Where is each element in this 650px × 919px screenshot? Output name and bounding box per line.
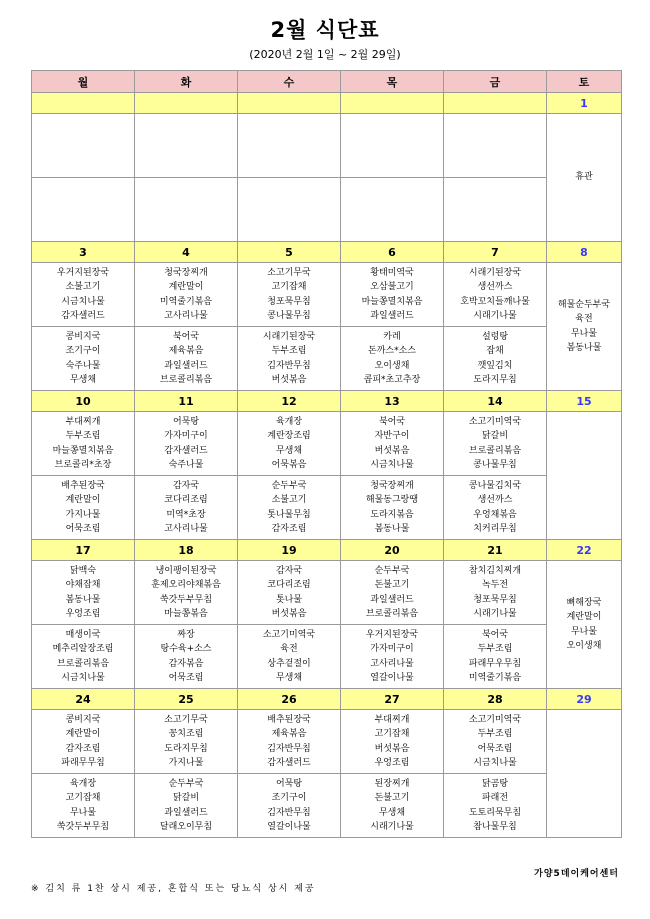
footnote: ※ 김치 류 1찬 상시 제공, 혼합식 또는 당뇨식 상시 제공 (31, 884, 316, 894)
menu-item: 잡채 (486, 346, 504, 357)
menu-item: 메추리알장조림 (52, 644, 114, 655)
menu-item: 숙주나물 (168, 459, 204, 470)
menu-item: 고기잡채 (65, 793, 101, 804)
menu-item: 휴관 (575, 172, 593, 183)
menu-item: 소고기미역국 (468, 715, 522, 726)
menu-item: 북어국 (378, 417, 406, 428)
menu-item: 계란말이 (566, 612, 602, 623)
weekday-friday: 금 (444, 71, 547, 93)
menu-item: 두부조림 (477, 729, 513, 740)
menu-item: 소고기미역국 (262, 630, 316, 641)
lunch-menu-cell (238, 263, 341, 327)
lunch-menu-cell (444, 561, 547, 625)
menu-item: 닭갈비 (481, 431, 509, 442)
page-title: 2월 식단표 (270, 18, 380, 42)
menu-item: 우엉조림 (374, 757, 410, 768)
date-cell: 21 (444, 540, 547, 561)
date-cell: 29 (547, 689, 622, 710)
menu-item: 브로콜리볶음 (365, 608, 419, 619)
menu-item: 버섯볶음 (271, 608, 307, 619)
menu-item: 파래무무침 (61, 757, 105, 768)
menu-item: 두부조림 (477, 644, 513, 655)
date-cell: 22 (547, 540, 622, 561)
snack-menu-cell (32, 327, 135, 391)
menu-item: 봄동나물 (374, 523, 410, 534)
menu-item: 제육볶음 (271, 729, 307, 740)
lunch-menu-cell (238, 710, 341, 774)
menu-item: 마늘쫑멸치볶음 (361, 296, 423, 307)
lunch-menu-row (32, 263, 622, 327)
menu-item: 김자반무침 (267, 807, 311, 818)
menu-item: 짜장 (177, 630, 195, 641)
lunch-menu-cell (444, 710, 547, 774)
menu-item: 무나물 (69, 807, 97, 818)
snack-menu-cell (238, 327, 341, 391)
menu-item: 어묵조림 (65, 523, 101, 534)
menu-item: 우엉조림 (65, 608, 101, 619)
menu-item: 제육볶음 (168, 346, 204, 357)
date-row (32, 242, 622, 263)
lunch-menu-cell (135, 114, 238, 178)
weekday-thursday: 목 (341, 71, 444, 93)
menu-item: 청국장찌개 (164, 268, 208, 279)
snack-menu-cell (135, 327, 238, 391)
menu-item: 시래기나물 (473, 608, 517, 619)
snack-menu-cell (444, 625, 547, 689)
lunch-menu-cell (341, 263, 444, 327)
snack-menu-cell (341, 774, 444, 838)
lunch-menu-cell (32, 263, 135, 327)
menu-item: 과일샐러드 (164, 360, 208, 371)
date-cell (341, 93, 444, 114)
menu-item: 톳나물무침 (267, 509, 311, 520)
menu-item: 감자샐러드 (267, 757, 311, 768)
date-cell: 5 (238, 242, 341, 263)
menu-item: 꽁치조림 (168, 729, 204, 740)
menu-item: 감자샐러드 (61, 310, 105, 321)
menu-item: 소고기무국 (267, 268, 311, 279)
lunch-menu-row (32, 114, 622, 178)
menu-item: 두부조림 (271, 346, 307, 357)
lunch-menu-cell (341, 412, 444, 476)
menu-item: 육개장 (69, 779, 97, 790)
lunch-menu-cell (135, 710, 238, 774)
menu-item: 부대찌개 (374, 715, 410, 726)
menu-item: 어묵조림 (168, 672, 204, 683)
menu-item: 과일샐러드 (164, 807, 208, 818)
menu-item: 조기구이 (271, 793, 307, 804)
menu-item: 감자국 (275, 566, 303, 577)
menu-item: 가지나물 (65, 509, 101, 520)
menu-item: 황태미역국 (370, 268, 414, 279)
menu-item: 배추된장국 (267, 715, 311, 726)
menu-item: 쑥갓두부무침 (56, 821, 110, 832)
menu-item: 김자반무침 (267, 743, 311, 754)
date-cell: 4 (135, 242, 238, 263)
menu-item: 어묵탕 (172, 417, 200, 428)
date-cell: 12 (238, 391, 341, 412)
center-name: 가양5데이케어센터 (534, 869, 619, 879)
menu-item: 시래기된장국 (262, 332, 316, 343)
menu-item: 버섯볶음 (374, 445, 410, 456)
snack-menu-cell (32, 774, 135, 838)
menu-item: 상추겉절이 (267, 658, 311, 669)
menu-item: 도라지무침 (473, 374, 517, 385)
snack-menu-cell (32, 178, 135, 242)
snack-menu-cell (341, 625, 444, 689)
saturday-menu-cell (547, 412, 622, 540)
menu-item: 고사리나물 (164, 310, 208, 321)
date-range: (2020년 2월 1일 ~ 2월 29일) (249, 48, 401, 61)
menu-item: 순두부국 (168, 779, 204, 790)
menu-item: 미역줄기볶음 (468, 672, 522, 683)
menu-item: 도토리묵무침 (468, 807, 522, 818)
lunch-menu-cell (32, 412, 135, 476)
menu-item: 훈제오리야채볶음 (151, 580, 221, 591)
menu-item: 된장찌개 (374, 779, 410, 790)
date-cell: 3 (32, 242, 135, 263)
weekday-tuesday: 화 (135, 71, 238, 93)
menu-item: 브로콜리*초장 (54, 459, 112, 470)
lunch-menu-row (32, 710, 622, 774)
lunch-menu-cell (32, 710, 135, 774)
lunch-menu-cell (32, 114, 135, 178)
menu-item: 오삼불고기 (370, 282, 414, 293)
menu-item: 시래기된장국 (468, 268, 522, 279)
menu-item: 생선까스 (477, 282, 513, 293)
menu-item: 버섯볶음 (271, 374, 307, 385)
menu-item: 콩나물무침 (267, 310, 311, 321)
menu-item: 브로콜리볶음 (468, 445, 522, 456)
menu-item: 무생채 (275, 445, 303, 456)
menu-item: 어묵조림 (477, 743, 513, 754)
date-cell: 10 (32, 391, 135, 412)
menu-item: 무나물 (570, 626, 598, 637)
menu-item: 봄동나물 (566, 342, 602, 353)
menu-item: 해물동그랑땡 (365, 495, 419, 506)
menu-item: 마늘쫑멸치볶음 (52, 445, 114, 456)
menu-item: 감자조림 (65, 743, 101, 754)
date-cell: 14 (444, 391, 547, 412)
date-cell: 18 (135, 540, 238, 561)
weekday-monday: 월 (32, 71, 135, 93)
snack-menu-row (32, 625, 622, 689)
saturday-menu-cell (547, 263, 622, 391)
snack-menu-cell (238, 476, 341, 540)
menu-item: 카레 (383, 332, 401, 343)
menu-item: 고기잡채 (271, 282, 307, 293)
menu-item: 순두부국 (271, 481, 307, 492)
snack-menu-cell (32, 625, 135, 689)
menu-item: 마늘쫑볶음 (164, 608, 208, 619)
menu-item: 치커리무침 (473, 523, 517, 534)
menu-item: 돈까스*소스 (368, 346, 416, 357)
date-cell: 6 (341, 242, 444, 263)
menu-item: 도라지볶음 (370, 509, 414, 520)
menu-item: 브로콜리볶음 (159, 374, 213, 385)
menu-item: 청포묵무침 (267, 296, 311, 307)
lunch-menu-cell (238, 114, 341, 178)
date-cell (32, 93, 135, 114)
menu-item: 두부조림 (65, 431, 101, 442)
snack-menu-cell (135, 625, 238, 689)
menu-item: 야채잡채 (65, 580, 101, 591)
menu-item: 어묵볶음 (271, 459, 307, 470)
menu-item: 과일샐러드 (370, 310, 414, 321)
date-row (32, 540, 622, 561)
date-cell (238, 93, 341, 114)
weekday-header-row (32, 71, 622, 93)
menu-item: 시래기나물 (473, 310, 517, 321)
menu-item: 호박꼬치들깨나물 (460, 296, 530, 307)
menu-item: 가지나물 (168, 757, 204, 768)
snack-menu-cell (238, 178, 341, 242)
lunch-menu-cell (32, 561, 135, 625)
menu-item: 돈불고기 (374, 580, 410, 591)
menu-item: 감자조림 (271, 523, 307, 534)
menu-item: 콩나물김치국 (468, 481, 522, 492)
menu-item: 오이생채 (566, 640, 602, 651)
menu-item: 가자미구이 (370, 644, 414, 655)
lunch-menu-cell (238, 412, 341, 476)
menu-item: 가자미구이 (164, 431, 208, 442)
menu-item: 소불고기 (65, 282, 101, 293)
date-cell: 15 (547, 391, 622, 412)
menu-item: 무생채 (69, 374, 97, 385)
date-row (32, 93, 622, 114)
date-row (32, 391, 622, 412)
menu-item: 브로콜리볶음 (56, 658, 110, 669)
menu-item: 시금치나물 (61, 672, 105, 683)
menu-item: 녹두전 (481, 580, 509, 591)
date-cell: 11 (135, 391, 238, 412)
menu-item: 닭곰탕 (481, 779, 509, 790)
menu-item: 감자볶음 (168, 658, 204, 669)
menu-item: 시래기나물 (370, 821, 414, 832)
snack-menu-cell (341, 476, 444, 540)
date-cell: 26 (238, 689, 341, 710)
menu-item: 자반구이 (374, 431, 410, 442)
menu-item: 우엉채볶음 (473, 509, 517, 520)
menu-item: 고기잡채 (374, 729, 410, 740)
menu-item: 참나물무침 (473, 821, 517, 832)
snack-menu-cell (444, 476, 547, 540)
menu-item: 우거지된장국 (365, 630, 419, 641)
menu-item: 계란말이 (65, 729, 101, 740)
lunch-menu-cell (341, 710, 444, 774)
menu-item: 열갈이나물 (267, 821, 311, 832)
date-cell: 19 (238, 540, 341, 561)
menu-item: 깻잎김치 (477, 360, 513, 371)
menu-item: 미역*초장 (166, 509, 206, 520)
menu-item: 순두부국 (374, 566, 410, 577)
date-cell: 17 (32, 540, 135, 561)
date-cell (135, 93, 238, 114)
menu-item: 감자샐러드 (164, 445, 208, 456)
menu-item: 냉이팽이된장국 (155, 566, 217, 577)
menu-item: 해물순두부국 (557, 300, 611, 311)
menu-item: 계란장조림 (267, 431, 311, 442)
menu-item: 코다리조림 (267, 580, 311, 591)
date-cell (444, 93, 547, 114)
date-cell: 20 (341, 540, 444, 561)
snack-menu-cell (238, 625, 341, 689)
menu-item: 북어국 (172, 332, 200, 343)
menu-item: 참치김치찌개 (468, 566, 522, 577)
menu-item: 소고기미역국 (468, 417, 522, 428)
menu-item: 부대찌개 (65, 417, 101, 428)
menu-item: 김자반무침 (267, 360, 311, 371)
snack-menu-cell (135, 774, 238, 838)
menu-item: 쑥갓두부무침 (159, 594, 213, 605)
menu-item: 미역줄기볶음 (159, 296, 213, 307)
saturday-menu-cell (547, 710, 622, 838)
snack-menu-row (32, 178, 622, 242)
menu-item: 매생이국 (65, 630, 101, 641)
snack-menu-row (32, 774, 622, 838)
menu-item: 달래오이무침 (159, 821, 213, 832)
meal-calendar (31, 70, 622, 838)
snack-menu-cell (135, 178, 238, 242)
snack-menu-cell (444, 774, 547, 838)
saturday-menu-cell (547, 561, 622, 689)
lunch-menu-row (32, 412, 622, 476)
menu-item: 뼈해장국 (566, 598, 602, 609)
menu-item: 우거지된장국 (56, 268, 110, 279)
menu-item: 닭갈비 (172, 793, 200, 804)
menu-item: 시금치나물 (61, 296, 105, 307)
weekday-wednesday: 수 (238, 71, 341, 93)
menu-item: 숙주나물 (65, 360, 101, 371)
menu-item: 육개장 (275, 417, 303, 428)
menu-item: 콩나물무침 (473, 459, 517, 470)
menu-item: 도라지무침 (164, 743, 208, 754)
menu-item: 고사리나물 (370, 658, 414, 669)
menu-item: 콩비지국 (65, 332, 101, 343)
date-cell: 7 (444, 242, 547, 263)
menu-item: 파래무우무침 (468, 658, 522, 669)
menu-item: 조기구이 (65, 346, 101, 357)
lunch-menu-cell (444, 412, 547, 476)
menu-item: 육전 (280, 644, 298, 655)
menu-item: 북어국 (481, 630, 509, 641)
menu-item: 배추된장국 (61, 481, 105, 492)
menu-item: 오이생채 (374, 360, 410, 371)
date-cell: 27 (341, 689, 444, 710)
weekday-saturday: 토 (547, 71, 622, 93)
menu-item: 어묵탕 (275, 779, 303, 790)
menu-item: 버섯볶음 (374, 743, 410, 754)
menu-item: 소불고기 (271, 495, 307, 506)
menu-item: 코다리조림 (164, 495, 208, 506)
date-cell: 28 (444, 689, 547, 710)
menu-item: 탕수육+소스 (160, 644, 212, 655)
menu-item: 청국장찌개 (370, 481, 414, 492)
menu-item: 열갈이나물 (370, 672, 414, 683)
menu-item: 과일샐러드 (370, 594, 414, 605)
menu-item: 콩비지국 (65, 715, 101, 726)
lunch-menu-cell (341, 114, 444, 178)
date-cell: 24 (32, 689, 135, 710)
date-cell: 8 (547, 242, 622, 263)
lunch-menu-cell (135, 561, 238, 625)
date-row (32, 689, 622, 710)
snack-menu-cell (341, 178, 444, 242)
menu-item: 돈불고기 (374, 793, 410, 804)
menu-item: 시금치나물 (370, 459, 414, 470)
lunch-menu-cell (444, 263, 547, 327)
lunch-menu-cell (341, 561, 444, 625)
menu-item: 소고기무국 (164, 715, 208, 726)
menu-item: 청포묵무침 (473, 594, 517, 605)
menu-item: 무생채 (275, 672, 303, 683)
saturday-menu-cell (547, 114, 622, 242)
menu-item: 시금치나물 (473, 757, 517, 768)
menu-item: 콥피*초고추장 (363, 374, 421, 385)
date-cell: 13 (341, 391, 444, 412)
menu-item: 생선까스 (477, 495, 513, 506)
menu-item: 계란말이 (65, 495, 101, 506)
menu-item: 무생채 (378, 807, 406, 818)
snack-menu-row (32, 327, 622, 391)
menu-item: 감자국 (172, 481, 200, 492)
lunch-menu-row (32, 561, 622, 625)
menu-item: 무나물 (570, 328, 598, 339)
menu-item: 톳나물 (275, 594, 303, 605)
lunch-menu-cell (135, 263, 238, 327)
lunch-menu-cell (238, 561, 341, 625)
menu-item: 고사리나물 (164, 523, 208, 534)
menu-item: 봄동나물 (65, 594, 101, 605)
snack-menu-cell (32, 476, 135, 540)
snack-menu-cell (341, 327, 444, 391)
menu-item: 파래전 (481, 793, 509, 804)
snack-menu-cell (444, 178, 547, 242)
date-cell: 1 (547, 93, 622, 114)
snack-menu-cell (444, 327, 547, 391)
snack-menu-cell (238, 774, 341, 838)
lunch-menu-cell (135, 412, 238, 476)
date-cell: 25 (135, 689, 238, 710)
snack-menu-cell (135, 476, 238, 540)
lunch-menu-cell (444, 114, 547, 178)
menu-item: 설렁탕 (481, 332, 509, 343)
menu-item: 육전 (575, 314, 593, 325)
menu-item: 닭백숙 (69, 566, 97, 577)
snack-menu-row (32, 476, 622, 540)
menu-item: 계란말이 (168, 282, 204, 293)
